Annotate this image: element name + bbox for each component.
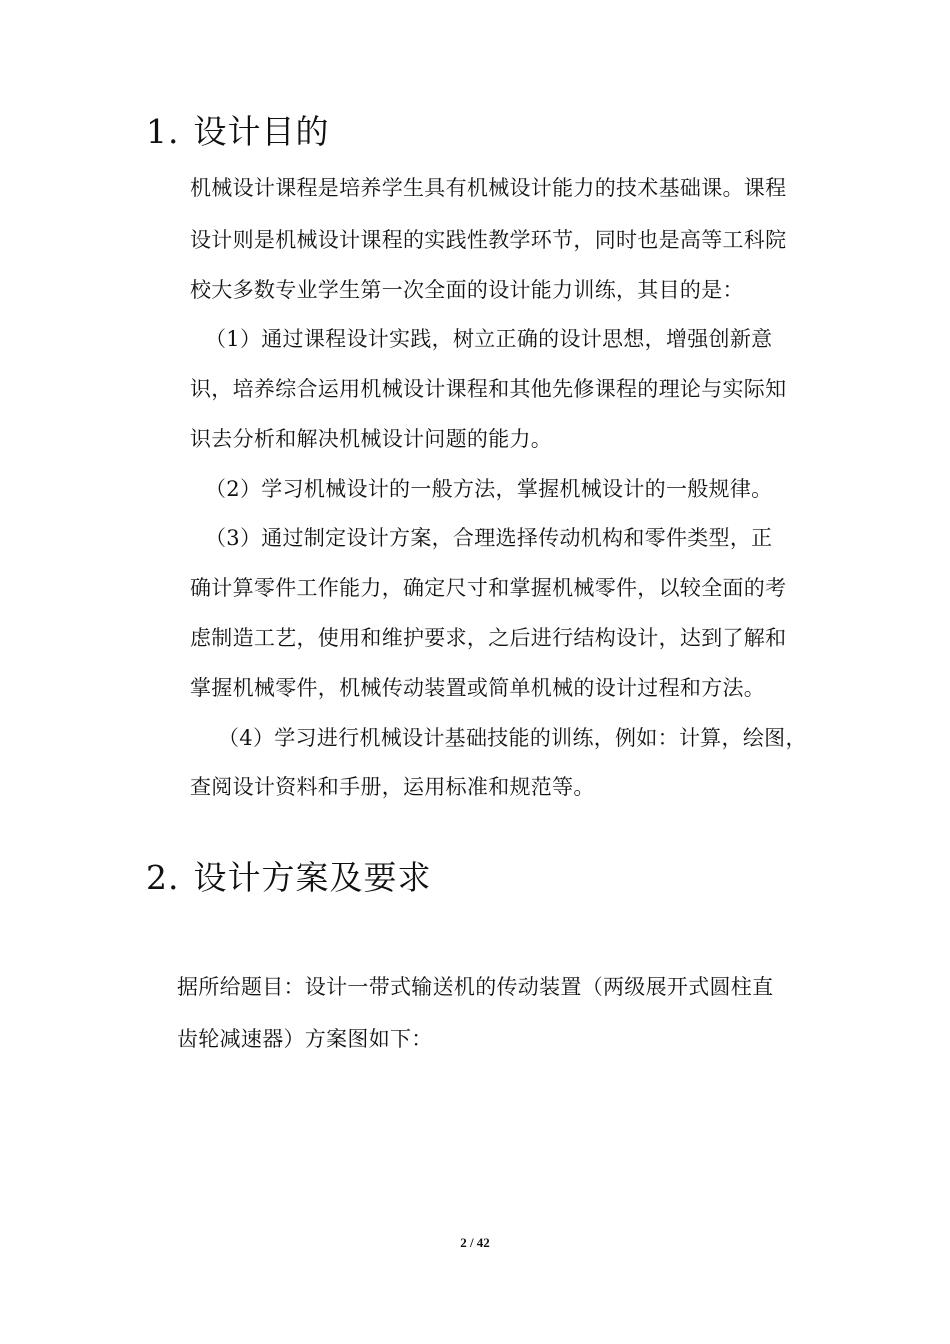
section-2-heading (146, 852, 432, 899)
paragraph-line: 识，培养综合运用机械设计课程和其他先修课程的理论与实际知 (190, 377, 787, 401)
paragraph-line: 识去分析和解决机械设计问题的能力。 (190, 427, 553, 451)
paragraph-line: （3）通过制定设计方案，合理选择传动机构和零件类型，正 (205, 526, 773, 550)
paragraph-line: 设计则是机械设计课程的实践性教学环节，同时也是高等工科院 (190, 228, 787, 252)
section-1-heading (146, 106, 330, 153)
paragraph-line: 查阅设计资料和手册，运用标准和规范等。 (190, 775, 595, 799)
paragraph-line: 掌握机械零件，机械传动装置或简单机械的设计过程和方法。 (190, 676, 766, 700)
paragraph-line: 虑制造工艺，使用和维护要求，之后进行结构设计，达到了解和 (190, 626, 787, 650)
paragraph-line: 机械设计课程是培养学生具有机械设计能力的技术基础课。课程 (190, 176, 787, 200)
section-2-title: 设计方案及要求 (193, 858, 432, 897)
paragraph-line: 确计算零件工作能力，确定尺寸和掌握机械零件，以较全面的考 (190, 576, 787, 600)
paragraph-line: （2）学习机械设计的一般方法，掌握机械设计的一般规律。 (205, 477, 773, 501)
paragraph-line: 齿轮减速器）方案图如下： (177, 1027, 433, 1051)
paragraph-line: 校大多数专业学生第一次全面的设计能力训练，其目的是： (190, 278, 744, 302)
paragraph-line: （1）通过课程设计实践，树立正确的设计思想，增强创新意 (205, 327, 773, 351)
page-number: 2 / 42 (460, 1235, 490, 1250)
paragraph-line: （4）学习进行机械设计基础技能的训练，例如：计算，绘图， (218, 726, 807, 750)
section-1-title: 设计目的 (193, 112, 330, 151)
section-2-number: 2. (146, 858, 180, 897)
paragraph-line: 据所给题目：设计一带式输送机的传动装置（两级展开式圆柱直 (177, 975, 774, 999)
section-1-number: 1. (146, 112, 180, 151)
